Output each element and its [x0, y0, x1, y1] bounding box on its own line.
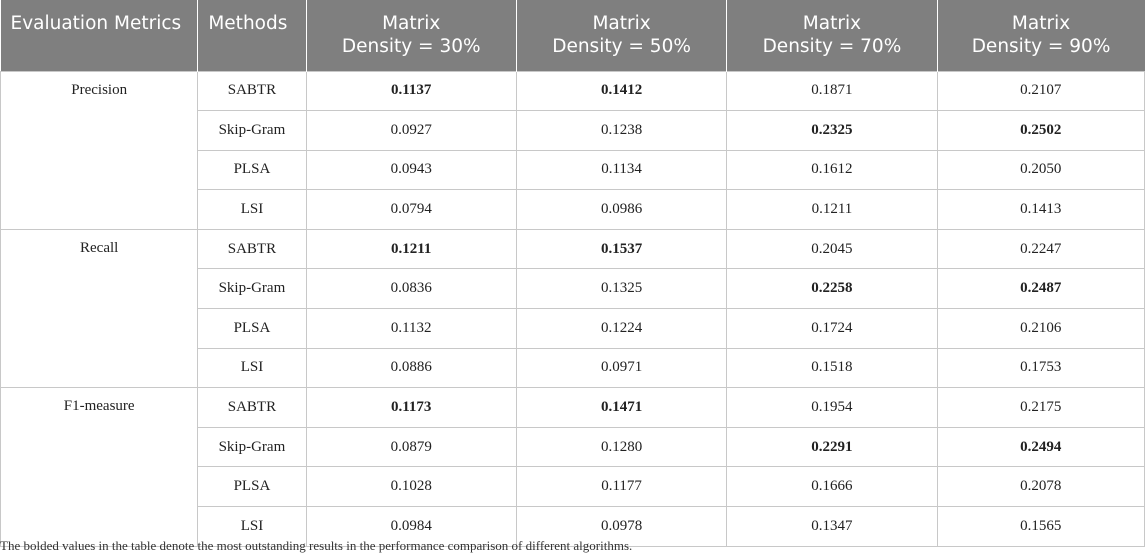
value-cell: 0.1132 — [306, 309, 516, 349]
value-cell: 0.1177 — [516, 467, 726, 507]
value-cell: 0.1666 — [727, 467, 937, 507]
value-cell: 0.2291 — [727, 427, 937, 467]
value-cell: 0.0836 — [306, 269, 516, 309]
method-cell: Skip-Gram — [198, 111, 306, 151]
value-cell: 0.2106 — [937, 309, 1144, 349]
value-cell: 0.1028 — [306, 467, 516, 507]
value-cell: 0.2247 — [937, 229, 1144, 269]
value-cell: 0.0879 — [306, 427, 516, 467]
metric-cell: Recall — [1, 229, 198, 387]
value-cell: 0.2078 — [937, 467, 1144, 507]
method-cell: PLSA — [198, 467, 306, 507]
value-cell: 0.1518 — [727, 348, 937, 388]
header-density-70 — [727, 0, 937, 71]
header-density-90 — [937, 0, 1144, 71]
header-density-50 — [516, 0, 726, 71]
value-cell: 0.0943 — [306, 150, 516, 190]
value-cell: 0.0978 — [516, 507, 726, 547]
value-cell: 0.0794 — [306, 190, 516, 230]
metric-cell: F1-measure — [1, 388, 198, 546]
method-cell: SABTR — [198, 388, 306, 428]
header-methods: Methods — [198, 0, 306, 71]
value-cell: 0.0886 — [306, 348, 516, 388]
value-cell: 0.1224 — [516, 309, 726, 349]
value-cell: 0.1211 — [306, 229, 516, 269]
metric-cell: Precision — [1, 71, 198, 229]
method-cell: LSI — [198, 348, 306, 388]
value-cell: 0.1724 — [727, 309, 937, 349]
header-evaluation-metrics: Evaluation Metrics — [1, 0, 198, 71]
value-cell: 0.1565 — [937, 507, 1144, 547]
header-line-1: Matrix — [592, 13, 651, 34]
method-cell: Skip-Gram — [198, 427, 306, 467]
table-row — [1, 388, 1145, 428]
table-footnote: The bolded values in the table denote the most outstanding results in the performance comparison of different algorithms. — [0, 538, 633, 553]
method-cell: Skip-Gram — [198, 269, 306, 309]
value-cell: 0.1280 — [516, 427, 726, 467]
method-cell: SABTR — [198, 71, 306, 111]
value-cell: 0.1537 — [516, 229, 726, 269]
table-row — [1, 229, 1145, 269]
value-cell: 0.1412 — [516, 71, 726, 111]
header-line-1: Matrix — [802, 13, 862, 34]
value-cell: 0.1612 — [727, 150, 937, 190]
value-cell: 0.1238 — [516, 111, 726, 151]
value-cell: 0.2175 — [937, 388, 1144, 428]
value-cell: 0.1347 — [727, 507, 937, 547]
method-cell: LSI — [198, 507, 306, 547]
header-line-2: Density = 50% — [552, 36, 691, 57]
value-cell: 0.1871 — [727, 71, 937, 111]
value-cell: 0.1954 — [727, 388, 937, 428]
value-cell: 0.0986 — [516, 190, 726, 230]
value-cell: 0.1137 — [306, 71, 516, 111]
table-row — [1, 71, 1145, 111]
value-cell: 0.2487 — [937, 269, 1144, 309]
method-cell: SABTR — [198, 229, 306, 269]
value-cell: 0.1413 — [937, 190, 1144, 230]
value-cell: 0.2502 — [937, 111, 1144, 151]
value-cell: 0.1134 — [516, 150, 726, 190]
value-cell: 0.0971 — [516, 348, 726, 388]
value-cell: 0.1471 — [516, 388, 726, 428]
value-cell: 0.2258 — [727, 269, 937, 309]
value-cell: 0.2325 — [727, 111, 937, 151]
value-cell: 0.2494 — [937, 427, 1144, 467]
header-density-30 — [306, 0, 516, 71]
value-cell: 0.1211 — [727, 190, 937, 230]
header-row — [1, 0, 1145, 71]
table-header — [1, 0, 1145, 71]
header-line-2: Density = 90% — [971, 36, 1111, 57]
value-cell: 0.1325 — [516, 269, 726, 309]
value-cell: 0.0984 — [306, 507, 516, 547]
value-cell: 0.2045 — [727, 229, 937, 269]
method-cell: PLSA — [198, 150, 306, 190]
method-cell: PLSA — [198, 309, 306, 349]
value-cell: 0.1753 — [937, 348, 1144, 388]
table-body — [1, 71, 1145, 546]
value-cell: 0.1173 — [306, 388, 516, 428]
method-cell: LSI — [198, 190, 306, 230]
header-line-1: Matrix — [382, 13, 441, 34]
header-line-2: Density = 70% — [762, 36, 902, 57]
header-line-2: Density = 30% — [341, 36, 481, 57]
value-cell: 0.2050 — [937, 150, 1144, 190]
value-cell: 0.2107 — [937, 71, 1144, 111]
value-cell: 0.0927 — [306, 111, 516, 151]
header-line-1: Matrix — [1011, 13, 1071, 34]
